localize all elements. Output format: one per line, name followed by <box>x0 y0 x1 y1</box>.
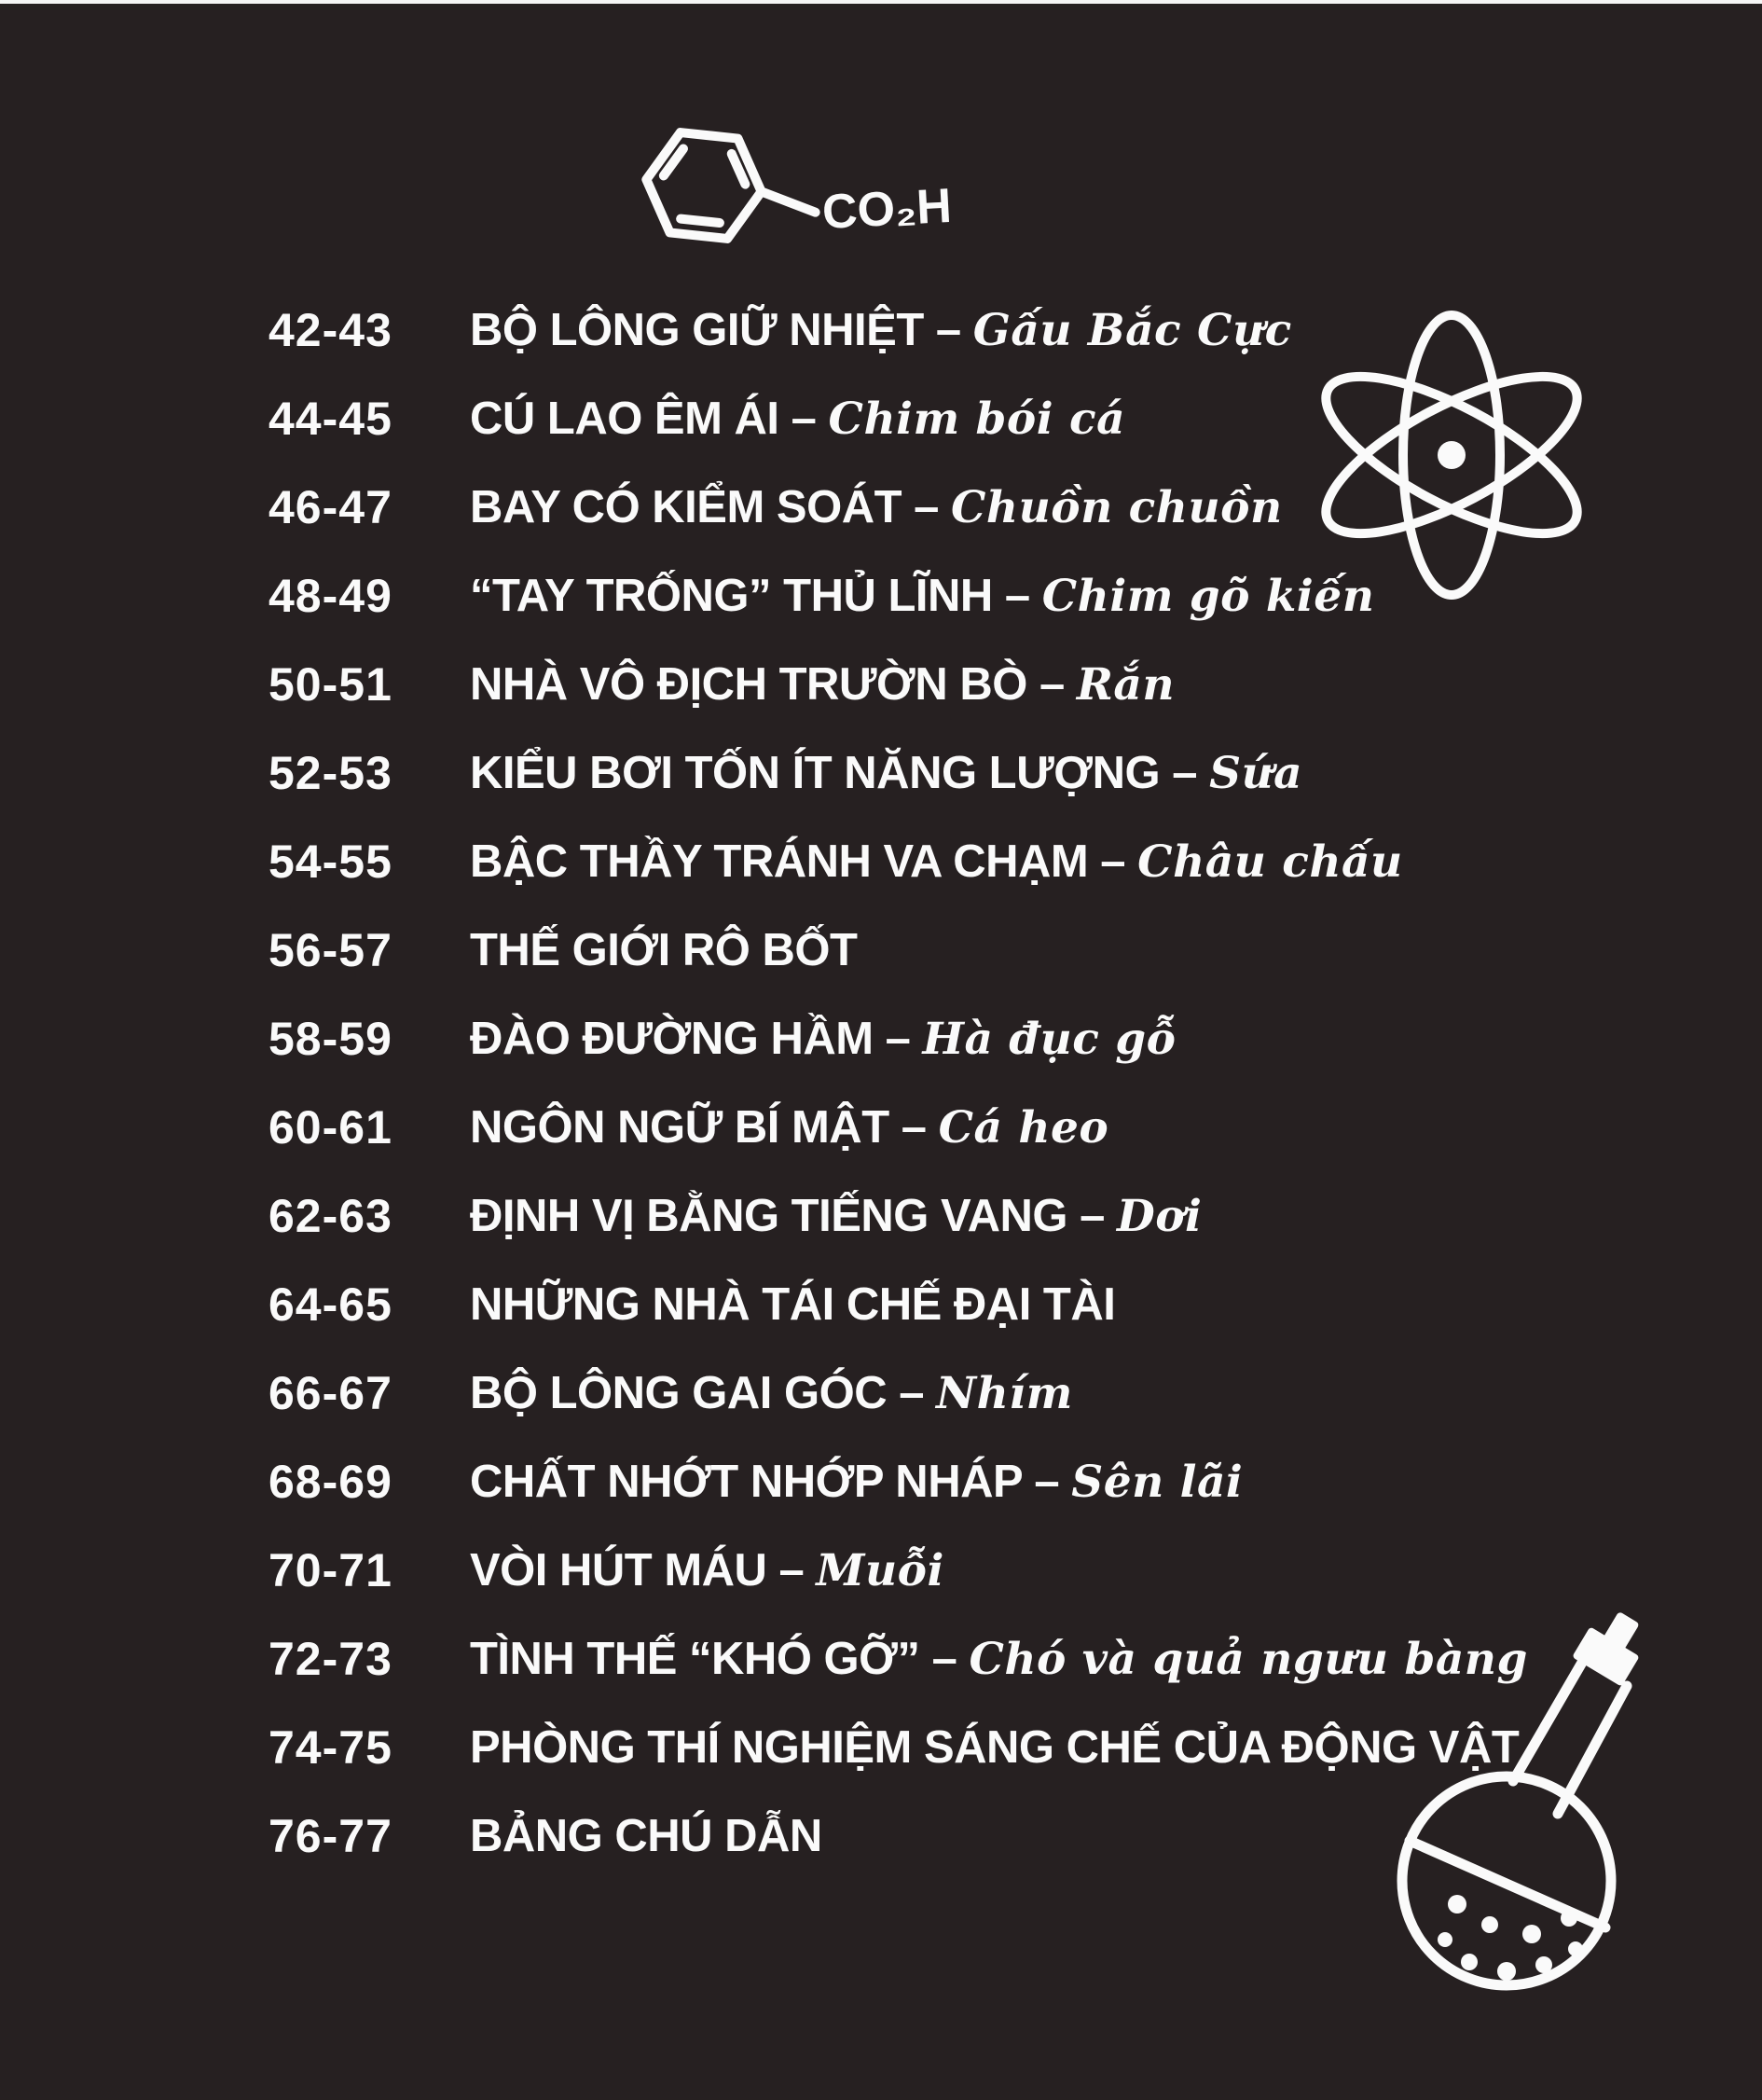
animal-name: Chuồn chuồn <box>951 481 1283 533</box>
toc-entry-text <box>470 1367 1073 1419</box>
toc-row <box>268 1083 1725 1171</box>
toc-row <box>268 728 1725 817</box>
page-range: 48-49 <box>268 569 392 622</box>
toc-entry-text <box>470 1721 1519 1774</box>
toc-entry-text <box>470 393 1125 445</box>
toc-entry-text <box>470 304 1292 356</box>
chapter-title: ĐỊNH VỊ BẰNG TIẾNG VANG <box>470 1190 1067 1241</box>
toc-row <box>268 640 1725 728</box>
chapter-title: ĐÀO ĐƯỜNG HẦM <box>470 1013 874 1064</box>
title-separator: – <box>902 481 952 532</box>
toc-row <box>268 374 1725 463</box>
chapter-title: PHÒNG THÍ NGHIỆM SÁNG CHẾ CỦA ĐỘNG VẬT <box>470 1721 1520 1773</box>
page-range: 42-43 <box>268 303 392 356</box>
chapter-title: NHỮNG NHÀ TÁI CHẾ ĐẠI TÀI <box>470 1278 1116 1330</box>
toc-row <box>268 1614 1725 1703</box>
title-separator: – <box>919 1633 970 1684</box>
toc-entry-text <box>470 1013 1176 1065</box>
title-separator: – <box>887 1367 937 1418</box>
page-range: 56-57 <box>268 923 392 976</box>
toc-entry-text <box>470 570 1374 622</box>
toc-row <box>268 1260 1725 1348</box>
toc-entry-text <box>470 1278 1115 1331</box>
toc-entry-text <box>470 1101 1108 1154</box>
page-range: 74-75 <box>268 1720 392 1774</box>
toc-entry-text <box>470 836 1403 888</box>
chapter-title: CÚ LAO ÊM ÁI <box>470 393 779 444</box>
page-range: 62-63 <box>268 1189 392 1242</box>
toc-entry-text <box>470 1190 1202 1242</box>
animal-name: Chim bói cá <box>828 393 1126 445</box>
page-range: 54-55 <box>268 835 392 888</box>
animal-name: Sứa <box>1209 747 1303 799</box>
title-separator: – <box>766 1544 817 1596</box>
toc-row <box>268 994 1725 1083</box>
toc-row <box>268 1437 1725 1526</box>
animal-name: Nhím <box>936 1367 1073 1419</box>
benzene-molecule-illustration <box>611 107 965 275</box>
title-separator: – <box>873 1013 923 1064</box>
chapter-title: BAY CÓ KIỂM SOÁT <box>470 481 902 532</box>
animal-name: Chim gõ kiến <box>1041 570 1375 622</box>
toc-entry-text <box>470 1810 822 1862</box>
toc-entry-text <box>470 1456 1243 1508</box>
page-range: 60-61 <box>268 1100 392 1154</box>
toc-entry-text <box>470 1544 944 1596</box>
animal-name: Rắn <box>1076 658 1176 711</box>
toc-entry-text <box>470 658 1175 711</box>
toc-row <box>268 463 1725 551</box>
page-range: 66-67 <box>268 1366 392 1419</box>
toc-row <box>268 285 1725 374</box>
page-range: 52-53 <box>268 746 392 799</box>
toc-row <box>268 1791 1725 1880</box>
page-range: 50-51 <box>268 657 392 711</box>
animal-name: Gấu Bắc Cực <box>972 304 1292 356</box>
title-separator: – <box>992 570 1042 621</box>
toc-entry-text <box>470 747 1302 799</box>
page-top-edge <box>0 0 1762 4</box>
animal-name: Muỗi <box>816 1544 944 1596</box>
animal-name: Dơi <box>1116 1190 1203 1242</box>
toc-entry-text <box>470 924 857 976</box>
title-separator: – <box>1088 836 1138 887</box>
chapter-title: BỘ LÔNG GIỮ NHIỆT <box>470 304 924 355</box>
page-range: 64-65 <box>268 1278 392 1331</box>
animal-name: Chó và quả ngưu bàng <box>969 1633 1528 1685</box>
title-separator: – <box>1160 747 1210 798</box>
animal-name: Cá heo <box>938 1101 1109 1154</box>
toc-entry-text <box>470 481 1283 533</box>
benzene-ring-icon <box>641 130 822 248</box>
page-range: 76-77 <box>268 1809 392 1862</box>
chapter-title: NHÀ VÔ ĐỊCH TRƯỜN BÒ <box>470 658 1027 710</box>
chapter-title: VÒI HÚT MÁU <box>470 1544 767 1596</box>
title-separator: – <box>778 393 829 444</box>
page-range: 68-69 <box>268 1455 392 1508</box>
page-range: 44-45 <box>268 392 392 445</box>
chapter-title: THẾ GIỚI RÔ BỐT <box>470 924 858 975</box>
page-range: 46-47 <box>268 480 392 533</box>
animal-name: Sên lãi <box>1071 1456 1244 1508</box>
page-range: 72-73 <box>268 1632 392 1685</box>
title-separator: – <box>1022 1456 1072 1507</box>
toc-row <box>268 817 1725 905</box>
animal-name: Hà đục gỗ <box>922 1013 1177 1065</box>
toc-row <box>268 1348 1725 1437</box>
toc-row <box>268 1526 1725 1614</box>
chapter-title: BẢNG CHÚ DẪN <box>470 1810 822 1861</box>
page-range: 58-59 <box>268 1012 392 1065</box>
title-separator: – <box>923 304 973 355</box>
toc-row <box>268 1171 1725 1260</box>
title-separator: – <box>1026 658 1077 710</box>
co2h-formula-label: CO₂H <box>820 178 954 240</box>
chapter-title: BỘ LÔNG GAI GÓC <box>470 1367 888 1418</box>
toc-row <box>268 1703 1725 1791</box>
chapter-title: “TAY TRỐNG” THỦ LĨNH <box>470 570 993 621</box>
animal-name: Châu chấu <box>1137 836 1403 888</box>
toc-row <box>268 551 1725 640</box>
chapter-title: KIỂU BƠI TỐN ÍT NĂNG LƯỢNG <box>470 747 1161 798</box>
chapter-title: BẬC THẦY TRÁNH VA CHẠM <box>470 836 1089 887</box>
chapter-title: TÌNH THẾ “KHÓ GỠ” <box>470 1633 920 1684</box>
title-separator: – <box>888 1101 939 1153</box>
chapter-title: NGÔN NGỮ BÍ MẬT <box>470 1101 889 1153</box>
page-range: 70-71 <box>268 1543 392 1596</box>
table-of-contents <box>268 285 1725 1880</box>
chapter-title: CHẤT NHỚT NHỚP NHÁP <box>470 1456 1023 1507</box>
toc-row <box>268 905 1725 994</box>
toc-entry-text <box>470 1633 1528 1685</box>
title-separator: – <box>1067 1190 1117 1241</box>
